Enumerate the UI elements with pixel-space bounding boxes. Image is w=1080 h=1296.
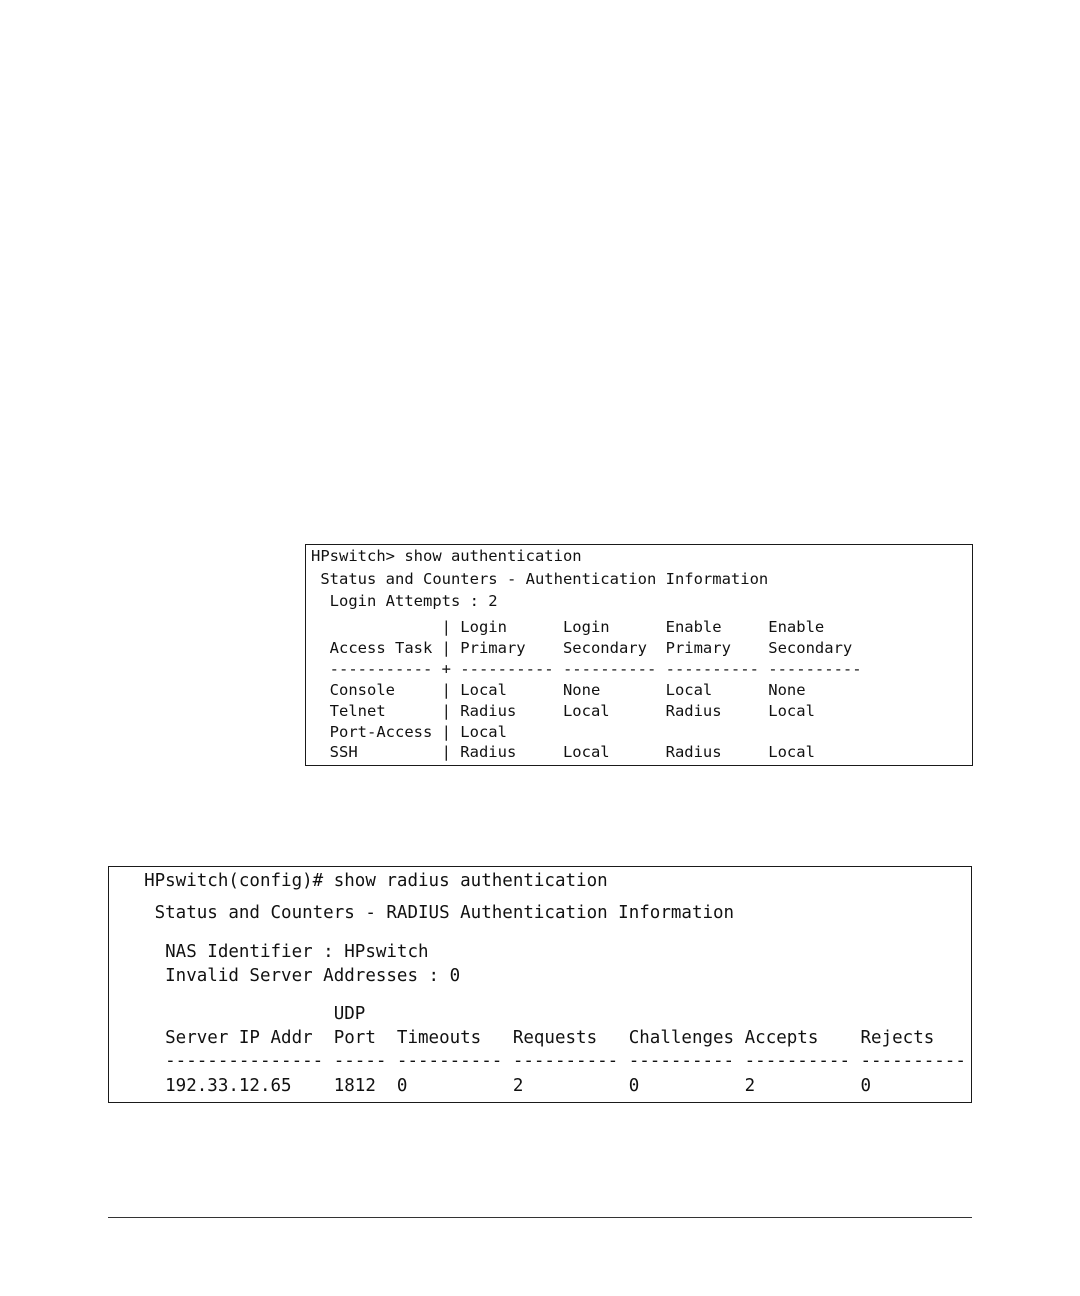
table-separator: ----------- + ---------- ---------- ---------- ---------- [311,660,862,678]
table-separator: --------------- ----- ---------- ---------- ---------- ---------- ---------- [123,1051,966,1071]
table-row-ssh: SSH | Radius Local Radius Local [311,743,815,761]
login-attempts: Login Attempts : 2 [311,592,498,610]
table-header-row-2: Server IP Addr Port Timeouts Requests Challenges Accepts Rejects [123,1028,935,1048]
nas-identifier: NAS Identifier : HPswitch [123,942,429,962]
table-header-row-1: UDP [123,1004,366,1024]
table-row-telnet: Telnet | Radius Local Radius Local [311,702,815,720]
table-row-server: 192.33.12.65 1812 0 2 0 2 0 [123,1076,872,1096]
invalid-server-addresses: Invalid Server Addresses : 0 [123,966,461,986]
status-title: Status and Counters - Authentication Information [311,570,769,588]
status-title: Status and Counters - RADIUS Authentication Information [123,903,735,923]
command-line: HPswitch(config)# show radius authentication [123,871,608,891]
table-header-row-1: | Login Login Enable Enable [311,618,825,636]
footer-rule [108,1217,972,1218]
table-row-port-access: Port-Access | Local [311,723,507,741]
show-authentication-output [305,544,973,766]
table-row-console: Console | Local None Local None [311,681,806,699]
table-header-row-2: Access Task | Primary Secondary Primary Secondary [311,639,853,657]
show-radius-authentication-output [108,866,972,1103]
command-line: HPswitch> show authentication [311,547,582,565]
